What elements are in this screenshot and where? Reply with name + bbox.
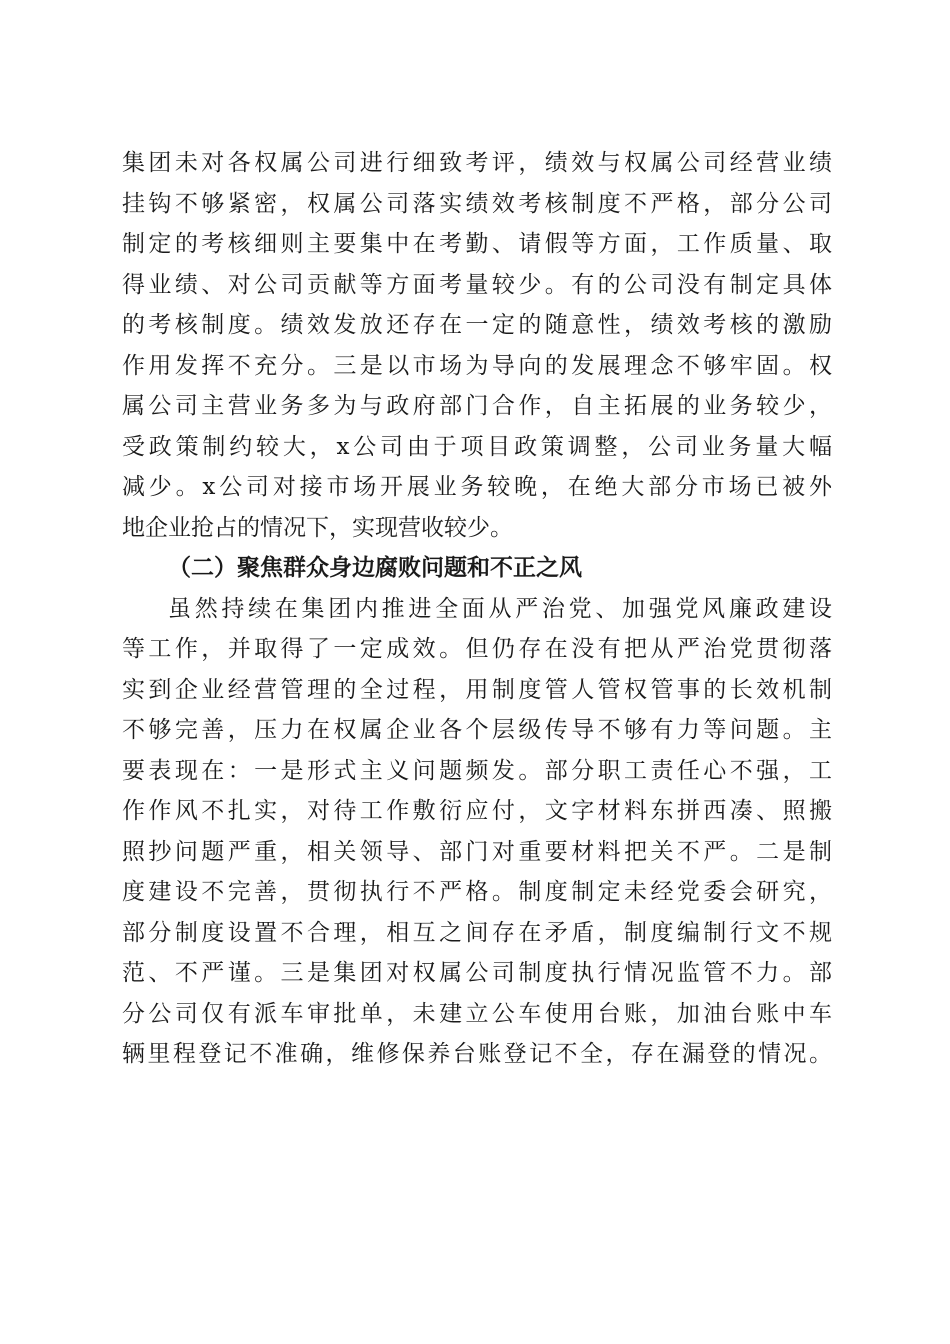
text-line: 照抄问题严重，相关领导、部门对重要材料把关不严。二是制 xyxy=(122,838,832,865)
text-line: 得业绩、对公司贡献等方面考量较少。有的公司没有制定具体 xyxy=(122,271,832,298)
text-line: 作作风不扎实，对待工作敷衍应付，文字材料东拼西凑、照搬 xyxy=(122,798,832,824)
text-line: 等工作，并取得了一定成效。但仍存在没有把从严治党贯彻落 xyxy=(122,636,832,662)
text-line: 地企业抢占的情况下，实现营收较少。 xyxy=(122,514,513,541)
section-heading: （二）聚焦群众身边腐败问题和不正之风 xyxy=(168,554,582,581)
text-line: 属公司主营业务多为与政府部门合作，自主拓展的业务较少， xyxy=(122,393,832,419)
text-line: 虽然持续在集团内推进全面从严治党、加强党风廉政建设 xyxy=(168,595,832,622)
paragraph-corruption-issues xyxy=(122,589,832,1075)
paragraph-performance-evaluation xyxy=(122,143,832,548)
text-line: 部分制度设置不合理，相互之间存在矛盾，制度编制行文不规 xyxy=(122,919,832,946)
text-line: 实到企业经营管理的全过程，用制度管人管权管事的长效机制 xyxy=(122,676,832,703)
text-line: 度建设不完善，贯彻执行不严格。制度制定未经党委会研究， xyxy=(122,879,832,905)
text-line: 分公司仅有派车审批单，未建立公车使用台账，加油台账中车 xyxy=(122,1000,832,1027)
text-line: 作用发挥不充分。三是以市场为导向的发展理念不够牢固。权 xyxy=(122,352,832,379)
document-body xyxy=(122,143,832,1075)
text-line: 的考核制度。绩效发放还存在一定的随意性，绩效考核的激励 xyxy=(122,312,832,338)
text-line: 范、不严谨。三是集团对权属公司制度执行情况监管不力。部 xyxy=(122,960,832,986)
text-line: 挂钩不够紧密，权属公司落实绩效考核制度不严格，部分公司 xyxy=(122,190,832,217)
text-line: 不够完善，压力在权属企业各个层级传导不够有力等问题。主 xyxy=(122,717,832,743)
text-line: 制定的考核细则主要集中在考勤、请假等方面，工作质量、取 xyxy=(122,231,832,257)
text-line: 集团未对各权属公司进行细致考评，绩效与权属公司经营业绩 xyxy=(122,150,832,176)
text-line: 减少。x公司对接市场开展业务较晚，在绝大部分市场已被外 xyxy=(122,474,832,500)
text-line: 要表现在：一是形式主义问题频发。部分职工责任心不强，工 xyxy=(122,757,832,784)
text-line: 受政策制约较大，x公司由于项目政策调整，公司业务量大幅 xyxy=(122,433,832,460)
text-line: 辆里程登记不准确，维修保养台账登记不全，存在漏登的情况。 xyxy=(122,1041,832,1067)
